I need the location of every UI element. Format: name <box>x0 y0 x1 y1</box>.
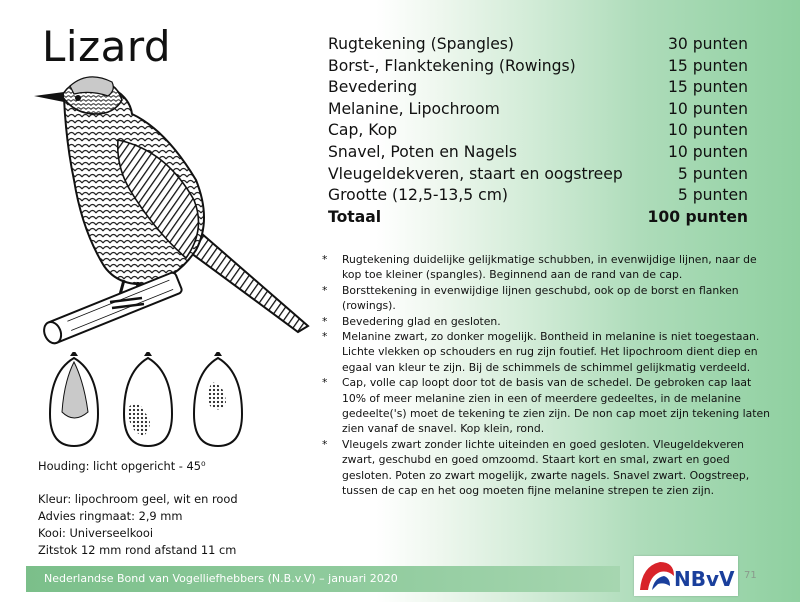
broken-cap-head <box>124 352 172 446</box>
specifications <box>38 458 238 559</box>
page-number: 71 <box>744 570 757 581</box>
description-notes <box>322 252 770 499</box>
lizard-bird-illustration <box>26 70 316 350</box>
note-item: * Vleugels zwart zonder lichte uiteinden en goed gesloten. Vleugeldekveren zwart, geschubd en goed omzoomd. Staart kort en smal, zwart en goed gesloten. Poten zo zwart mogelijk, zwarte nagels. Snavel zwart. Oogstreep, tussen de cap en het oog moeten fijne melanine strepen te zien zijn. <box>322 437 750 498</box>
note-item: * Melanine zwart, zo donker mogelijk. Bontheid in melanine is niet toegestaan. Lichte vlekken op schouders en rug zijn foutief. Het lipochroom dient diep en egaal van kleur te zijn. Bij de schimmels de schimmel gelijkmatig verdeeld. <box>322 330 760 374</box>
score-row: Borst-, Flanktekening (Rowings) 15 punten <box>328 56 748 75</box>
score-row: Vleugeldekveren, staart en oogstreep 5 punten <box>328 164 748 183</box>
spec-kooi: Kooi: Universeelkooi <box>38 526 154 540</box>
cap-variations-illustration <box>44 352 254 452</box>
spec-kleur: Kleur: lipochroom geel, wit en rood <box>38 492 238 506</box>
spec-ringmaat: Advies ringmaat: 2,9 mm <box>38 509 183 523</box>
full-cap-head <box>50 352 98 446</box>
note-item: * Rugtekening duidelijke gelijkmatige schubben, in evenwijdige lijnen, naar de kop toe kleiner (spangles). Beginnend aan de rand van de cap. <box>322 253 757 282</box>
score-row: Grootte (12,5-13,5 cm) 5 punten <box>328 186 748 205</box>
page-title: Lizard <box>42 22 172 71</box>
note-item: * Cap, volle cap loopt door tot de basis van de schedel. De gebroken cap laat 10% of meer melanine zien in een of meerdere gedeeltes, in de melanine gedeelte('s) moet de tekening te zien zijn. De non cap moet zijn tekening laten zien vanaf de snavel. Kop klein, rond. <box>322 376 770 436</box>
nbvv-logo <box>634 556 738 596</box>
score-total-row: Totaal 100 punten <box>328 207 748 226</box>
score-row: Rugtekening (Spangles) 30 punten <box>328 35 748 53</box>
note-item: * Borsttekening in evenwijdige lijnen geschubd, ook op de borst en flanken (rowings). <box>322 283 739 313</box>
non-cap-head <box>194 352 242 446</box>
note-item: * Bevedering glad en gesloten. <box>322 314 501 328</box>
footer-bar: Nederlandse Bond van Vogelliefhebbers (N.B.v.V) – januari 2020 <box>26 566 620 592</box>
svg-text:NBvV: NBvV <box>674 567 735 591</box>
scoring-table <box>328 34 748 228</box>
spec-houding: Houding: licht opgericht - 45⁰ <box>38 459 206 473</box>
score-row: Cap, Kop 10 punten <box>328 121 748 140</box>
score-row: Snavel, Poten en Nagels 10 punten <box>328 142 748 161</box>
score-row: Melanine, Lipochroom 10 punten <box>328 99 748 118</box>
score-row: Bevedering 15 punten <box>328 78 748 97</box>
spec-zitstok: Zitstok 12 mm rond afstand 11 cm <box>38 543 237 557</box>
